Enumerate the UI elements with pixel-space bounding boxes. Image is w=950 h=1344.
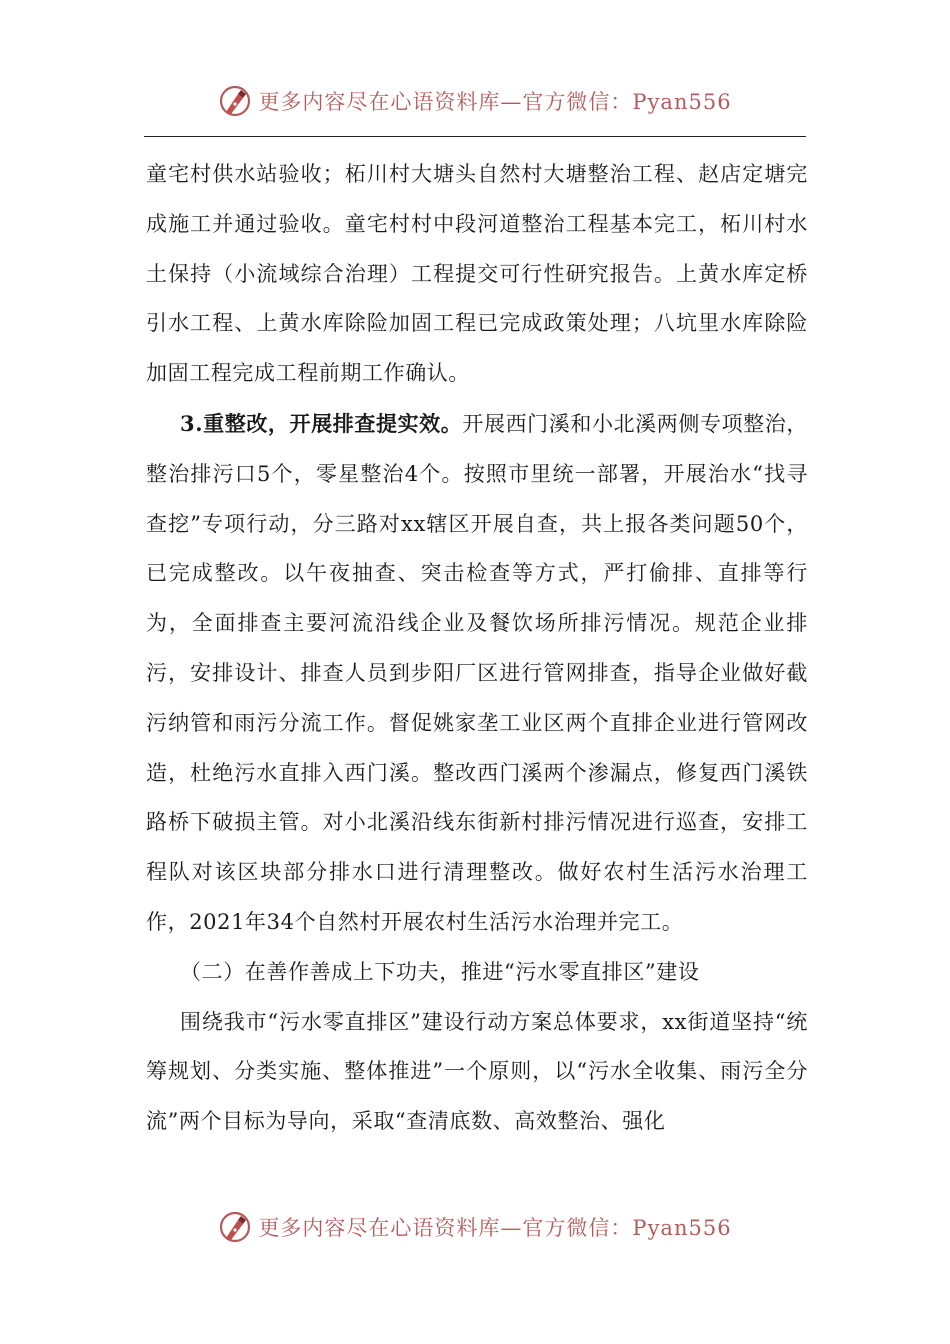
paragraph-section-3 <box>146 399 808 948</box>
section-3-heading: 3.重整改，开展排查提实效。 <box>180 410 463 436</box>
subsection-heading-2: （二）在善作善成上下功夫，推进“污水零直排区”建设 <box>180 959 700 984</box>
paragraph-zero-discharge: 围绕我市“污水零直排区”建设行动方案总体要求，xx街道坚持“统筹规划、分类实施、整体推进”一个原则，以“污水全收集、雨污全分流”两个目标为导向，采取“查清底数、高效整治、强化 <box>146 1009 808 1134</box>
document-body <box>146 150 808 1147</box>
page-header-banner <box>0 84 950 118</box>
banner-text: 更多内容尽在心语资料库—官方微信：Pyan556 <box>258 1216 732 1240</box>
header-divider <box>144 136 806 137</box>
pen-nib-logo-icon <box>218 1210 252 1244</box>
pen-nib-logo-icon <box>218 84 252 118</box>
banner-text: 更多内容尽在心语资料库—官方微信：Pyan556 <box>258 90 732 114</box>
page-footer-banner <box>0 1210 950 1244</box>
paragraph-continued: 童宅村供水站验收；柘川村大塘头自然村大塘整治工程、赵店定塘完成施工并通过验收。童宅村村中段河道整治工程基本完工，柘川村水土保持（小流域综合治理）工程提交可行性研究报告。上黄水库定桥引水工程、上黄水库除险加固工程已完成政策处理；八坑里水库除险加固工程完成工程前期工作确认。 <box>146 162 808 386</box>
section-3-text: 开展西门溪和小北溪两侧专项整治，整治排污口5个，零星整治4个。按照市里统一部署，开展治水“找寻查挖”专项行动，分三路对xx辖区开展自查，共上报各类问题50个，已完成整改。以午夜抽查、突击检查等方式，严打偷排、直排等行为，全面排查主要河流沿线企业及餐饮场所排污情况。规范企业排污，安排设计、排查人员到步阳厂区进行管网排查，指导企业做好截污纳管和雨污分流工作。督促姚家垄工业区两个直排企业进行管网改造，杜绝污水直排入西门溪。整改西门溪两个渗漏点，修复西门溪铁路桥下破损主管。对小北溪沿线东街新村排污情况进行巡查，安排工程队对该区块部分排水口进行清理整改。做好农村生活污水治理工作，2021年34个自然村开展农村生活污水治理并完工。 <box>146 411 808 934</box>
